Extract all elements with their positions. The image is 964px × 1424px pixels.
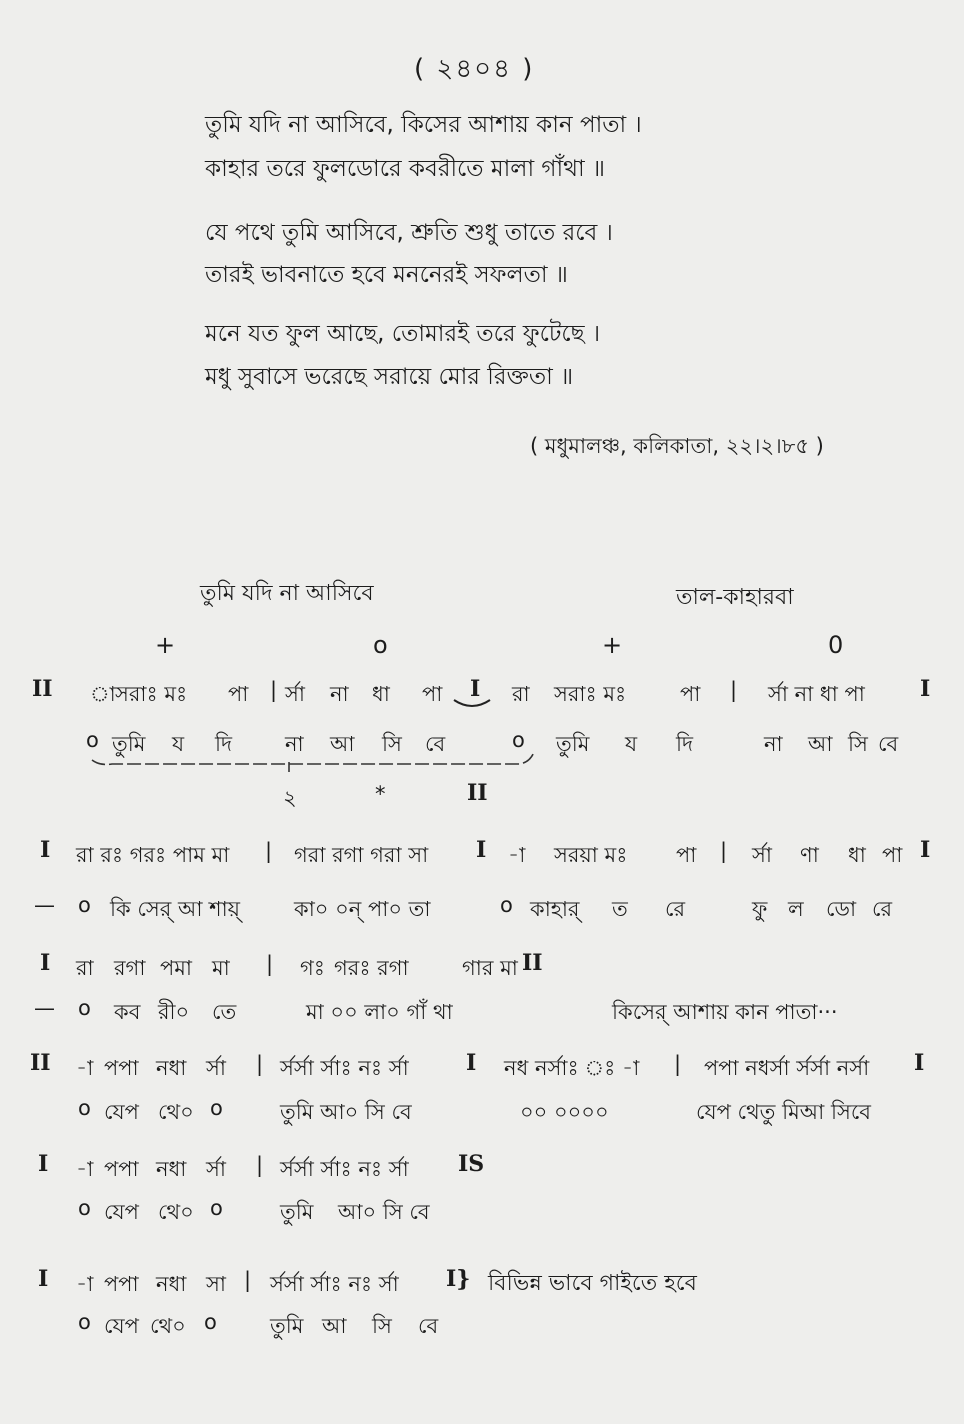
lyric: কব bbox=[114, 1000, 141, 1024]
lyric: রে bbox=[665, 897, 686, 921]
note: নধা bbox=[156, 1056, 187, 1080]
note: সরয়া মঃ bbox=[554, 843, 628, 867]
lyric: যেপ থেতু মিআ সিবে bbox=[696, 1100, 871, 1124]
barline: I bbox=[470, 676, 481, 702]
note: পা bbox=[680, 682, 701, 706]
note: পা bbox=[422, 682, 443, 706]
note: মা bbox=[212, 956, 230, 980]
note: র্সর্সা র্সাঃ নঃ র্সা bbox=[280, 1056, 409, 1080]
verse-line: মনে যত ফুল আছে, তোমারই তরে ফুটেছে । bbox=[205, 321, 601, 347]
song-title: তুমি যদি না আসিবে bbox=[200, 581, 374, 606]
lyric: বে bbox=[418, 1314, 439, 1338]
taal-label: তাল-কাহারবা bbox=[676, 585, 794, 610]
lyric: বে bbox=[425, 732, 446, 756]
note: -া bbox=[76, 1157, 94, 1181]
source-citation: ( মধুমালঞ্চ, কলিকাতা, ২২।২।৮৫ ) bbox=[530, 434, 824, 458]
note: -া bbox=[76, 1056, 94, 1080]
lyric: o bbox=[512, 728, 525, 752]
barline: I bbox=[920, 676, 931, 702]
lyric: আ bbox=[322, 1314, 347, 1338]
barline: I} bbox=[446, 1266, 471, 1292]
lyric: থে০ bbox=[158, 1200, 194, 1224]
note: ণা bbox=[800, 843, 819, 867]
lyric: যেপ bbox=[104, 1314, 139, 1338]
lyric: আ০ সি বে bbox=[338, 1200, 430, 1224]
note: পা bbox=[882, 843, 903, 867]
note: সরাঃ মঃ bbox=[554, 682, 627, 706]
verse-line: তারই ভাবনাতে হবে মননেরই সফলতা ॥ bbox=[205, 262, 568, 288]
lyric: থে০ bbox=[158, 1100, 194, 1124]
lyric: o bbox=[204, 1310, 217, 1334]
lyric: আ bbox=[330, 732, 355, 756]
note: পমা bbox=[160, 956, 193, 980]
note: া bbox=[90, 682, 116, 706]
note: -া bbox=[508, 843, 526, 867]
note: র্সা bbox=[206, 1056, 226, 1080]
barline: II bbox=[30, 1050, 51, 1076]
divider: | bbox=[244, 1268, 252, 1292]
under-mark: * bbox=[375, 782, 386, 806]
lyric: o bbox=[210, 1196, 223, 1220]
lyric: ত bbox=[612, 897, 628, 921]
divider: | bbox=[256, 1052, 264, 1076]
lyric: দি bbox=[215, 732, 233, 756]
lyric: — bbox=[34, 893, 55, 917]
lyric: য bbox=[172, 732, 185, 756]
divider: | bbox=[256, 1153, 264, 1177]
page-number: ( ২৪০৪ ) bbox=[414, 54, 535, 84]
note: রগা bbox=[114, 956, 146, 980]
lyric: তে bbox=[212, 1000, 237, 1024]
lyric: ফু bbox=[752, 897, 768, 921]
divider: | bbox=[730, 678, 738, 702]
verse-line: যে পথে তুমি আসিবে, শ্রুতি শুধু তাতে রবে । bbox=[205, 220, 613, 246]
note: পপা bbox=[104, 1272, 139, 1296]
lyric: কা০ ০ন্ পা০ তা bbox=[294, 897, 431, 921]
note: না bbox=[330, 682, 349, 706]
note: র্সা না ধা পা bbox=[768, 682, 865, 706]
lyric: বে bbox=[878, 732, 899, 756]
lyric: o bbox=[78, 893, 91, 917]
lyric: আ bbox=[808, 732, 833, 756]
beat-mark: 0 bbox=[828, 631, 844, 659]
note: রা রঃ গরঃ পাম মা bbox=[76, 843, 230, 867]
lyric: তুমি bbox=[270, 1314, 304, 1338]
lyric: না bbox=[764, 732, 783, 756]
lyric: য bbox=[625, 732, 638, 756]
lyric: তুমি bbox=[556, 732, 590, 756]
lyric: রী০ bbox=[158, 1000, 190, 1024]
divider: | bbox=[270, 678, 278, 702]
lyric: না bbox=[285, 732, 304, 756]
note: সরাঃ মঃ bbox=[115, 682, 188, 706]
beat-mark: + bbox=[155, 631, 176, 659]
divider: | bbox=[266, 952, 274, 976]
beat-mark: o bbox=[373, 631, 388, 659]
lyric: o bbox=[86, 728, 99, 752]
note: নধা bbox=[156, 1157, 187, 1181]
meend-arc bbox=[454, 700, 490, 706]
note: র্সা bbox=[206, 1157, 226, 1181]
lyric: সি bbox=[848, 732, 868, 756]
lyric: যেপ bbox=[104, 1200, 139, 1224]
divider: | bbox=[674, 1052, 682, 1076]
lyric: o bbox=[78, 996, 91, 1020]
note: -া bbox=[76, 1272, 94, 1296]
performance-note: বিভিন্ন ভাবে গাইতে হবে bbox=[488, 1271, 697, 1296]
note: র্সা bbox=[752, 843, 772, 867]
barline: IS bbox=[458, 1151, 485, 1177]
note: নধা bbox=[156, 1272, 187, 1296]
lyric: — bbox=[34, 996, 55, 1020]
note: গঃ bbox=[300, 956, 325, 980]
barline: I bbox=[40, 837, 51, 863]
verse-line: তুমি যদি না আসিবে, কিসের আশায় কান পাতা । bbox=[205, 112, 642, 138]
note: রা bbox=[512, 682, 530, 706]
barline: I bbox=[466, 1050, 477, 1076]
note: ধা bbox=[372, 682, 390, 706]
verse-line: কাহার তরে ফুলডোরে কবরীতে মালা গাঁথা ॥ bbox=[205, 156, 606, 182]
lyric: দি bbox=[676, 732, 694, 756]
lyric: o bbox=[78, 1096, 91, 1120]
lyric: o bbox=[78, 1196, 91, 1220]
note: সা bbox=[206, 1272, 226, 1296]
note: র্সা bbox=[285, 682, 305, 706]
divider: | bbox=[265, 839, 273, 863]
lyric: তুমি bbox=[112, 732, 146, 756]
verse-line: মধু সুবাসে ভরেছে সরায়ে মোর রিক্ততা ॥ bbox=[205, 364, 574, 390]
divider: | bbox=[720, 839, 728, 863]
note: পপা নধর্সা র্সর্সা নর্সা bbox=[704, 1056, 870, 1080]
note: নধ নর্সাঃ ঃ -া bbox=[504, 1056, 640, 1080]
barline: I bbox=[476, 837, 487, 863]
lyric: o bbox=[210, 1096, 223, 1120]
lyric: তুমি আ০ সি বে bbox=[280, 1100, 412, 1124]
note: ধা bbox=[848, 843, 866, 867]
note: পপা bbox=[104, 1157, 139, 1181]
barline: I bbox=[38, 1266, 49, 1292]
lyric: মা ০০ লা০ গাঁ থা bbox=[306, 1000, 453, 1024]
under-mark: ২ bbox=[283, 786, 297, 810]
beat-mark: + bbox=[602, 631, 623, 659]
lyric: o bbox=[500, 893, 513, 917]
lyric: তুমি bbox=[280, 1200, 314, 1224]
note: পা bbox=[228, 682, 249, 706]
note: রা bbox=[76, 956, 94, 980]
note: গরঃ রগা bbox=[334, 956, 409, 980]
barline: I bbox=[38, 1151, 49, 1177]
note: গরা রগা গরা সা bbox=[294, 843, 429, 867]
lyric: যেপ bbox=[104, 1100, 139, 1124]
lyric: ডো bbox=[826, 897, 857, 921]
note: পা bbox=[676, 843, 697, 867]
lyric: ল bbox=[788, 897, 804, 921]
lyric: o bbox=[78, 1310, 91, 1334]
note: পপা bbox=[104, 1056, 139, 1080]
barline: II bbox=[522, 950, 543, 976]
barline: I bbox=[920, 837, 931, 863]
lyric: কি সের্ আ শায়্ bbox=[110, 897, 241, 921]
lyric: কাহার্ bbox=[530, 897, 580, 921]
note: র্সর্সা র্সাঃ নঃ র্সা bbox=[280, 1157, 409, 1181]
note: গার মা bbox=[462, 956, 518, 980]
lyric: ০০ ০০০০ bbox=[520, 1100, 609, 1124]
lyric: থে০ bbox=[150, 1314, 186, 1338]
barline: II bbox=[467, 780, 488, 806]
lyric: সি bbox=[372, 1314, 392, 1338]
barline: II bbox=[32, 676, 53, 702]
lyric: সি bbox=[382, 732, 402, 756]
lyric: কিসের্ আশায় কান পাতা··· bbox=[612, 1000, 838, 1024]
barline: I bbox=[40, 950, 51, 976]
phrase-underline bbox=[92, 752, 534, 765]
barline: I bbox=[914, 1050, 925, 1076]
lyric: রে bbox=[872, 897, 893, 921]
note: র্সর্সা র্সাঃ নঃ র্সা bbox=[270, 1272, 399, 1296]
